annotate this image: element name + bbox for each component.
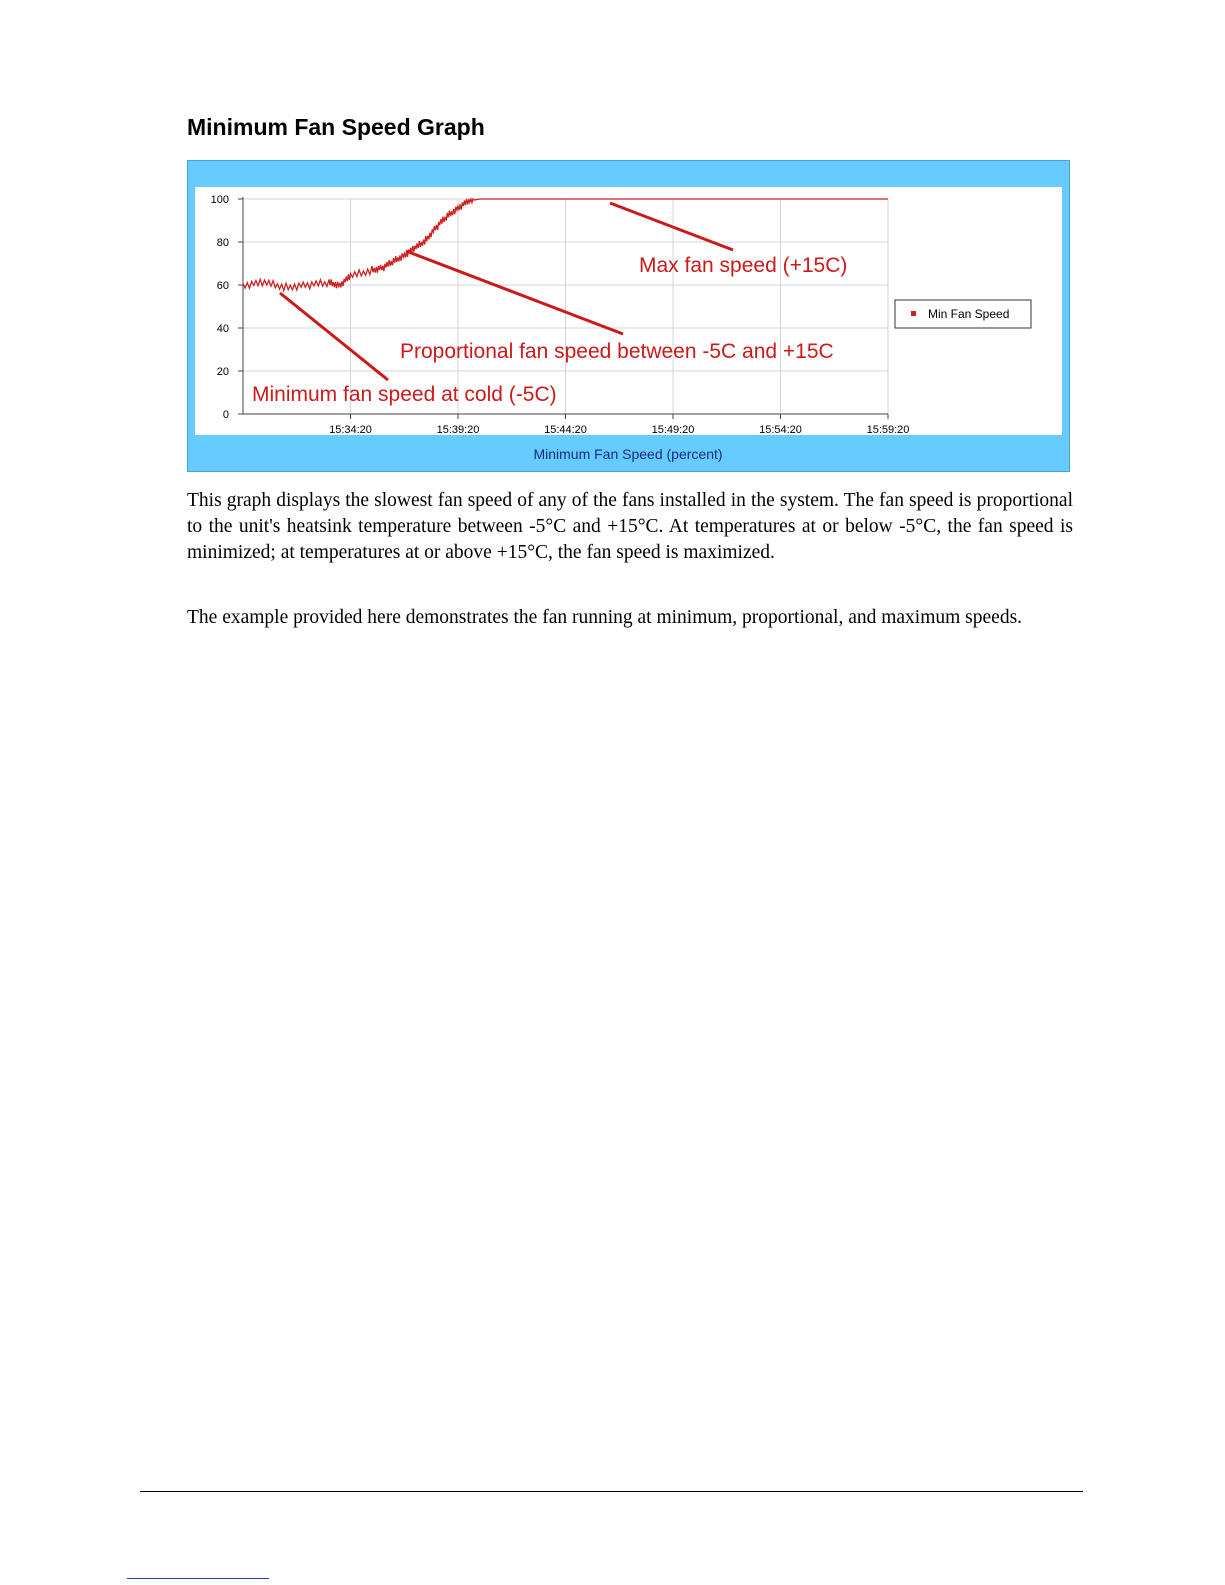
fan-speed-chart (187, 160, 1070, 472)
y-tick-label: 60 (216, 280, 229, 292)
section-heading: Minimum Fan Speed Graph (187, 114, 485, 140)
annotation-label: Max fan speed (+15C) (639, 254, 848, 277)
y-tick-label: 80 (216, 237, 229, 249)
y-tick-label: 40 (216, 323, 229, 335)
x-axis-title: Minimum Fan Speed (percent) (533, 446, 723, 462)
legend-label: Min Fan Speed (928, 307, 1010, 321)
y-tick-label: 100 (210, 194, 229, 206)
x-tick-label: 15:44:20 (544, 424, 587, 436)
legend-marker (911, 311, 916, 316)
x-tick-label: 15:49:20 (651, 424, 695, 436)
example-paragraph: The example provided here demonstrates the fan running at minimum, proportional, and maximum speeds. (187, 607, 1023, 628)
description-paragraph: This graph displays the slowest fan speed of any of the fans installed in the system. The fan speed is proportional to the unit's heatsink temperature between -5°C and +15°C. At temperatures at or below -5°C, the fan speed is minimized; at temperatures at or above +15°C, the fan speed is maximized. (187, 490, 1073, 563)
chart-svg (188, 161, 1071, 473)
y-tick-label: 20 (216, 366, 229, 378)
annotation-label: Minimum fan speed at cold (-5C) (252, 383, 557, 406)
x-tick-label: 15:34:20 (329, 424, 372, 436)
x-tick-label: 15:59:20 (866, 424, 910, 436)
annotation-label: Proportional fan speed between -5C and +15C (400, 340, 834, 363)
y-tick-label: 0 (222, 409, 229, 421)
x-tick-label: 15:54:20 (759, 424, 802, 436)
footer-link-underline (127, 1578, 269, 1579)
x-tick-label: 15:39:20 (436, 424, 480, 436)
footer-rule (140, 1491, 1083, 1492)
